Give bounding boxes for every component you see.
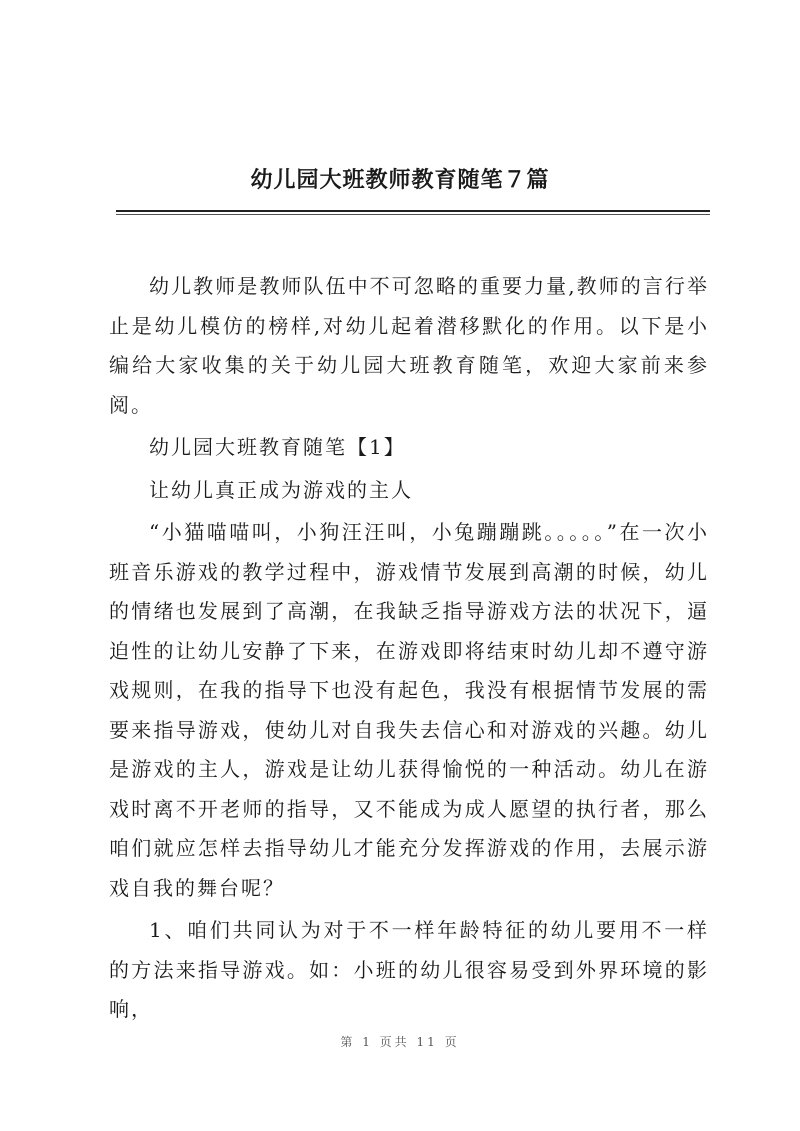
- title-underline: [116, 210, 710, 212]
- essay-title: 让幼儿真正成为游戏的主人: [149, 477, 413, 502]
- document-title: 幼儿园大班教师教育随笔７篇: [250, 168, 550, 193]
- section-heading: 幼儿园大班教育随笔【1】: [149, 435, 406, 459]
- document-body: [109, 267, 709, 1030]
- body-paragraph: “小猫喵喵叫，小狗汪汪叫，小兔蹦蹦跳。。。。。”在一次小班音乐游戏的教学过程中，游戏情节发展到高潮的时候，幼儿的情绪也发展到了高潮，在我缺乏指导游戏方法的状况下，逼迫性的让幼儿安静了下来，在游戏即将结束时幼儿却不遵守游戏规则，在我的指导下也没有起色，我没有根据情节发展的需要来指导游戏，使幼儿对自我失去信心和对游戏的兴趣。幼儿是游戏的主人，游戏是让幼儿获得愉悦的一种活动。幼儿在游戏时离不开老师的指导，又不能成为成人愿望的执行者，那么咱们就应怎样去指导幼儿才能充分发挥游戏的作用，去展示游戏自我的舞台呢？: [109, 520, 709, 900]
- title-underline-thin: [116, 214, 710, 215]
- numbered-paragraph: 1、咱们共同认为对于不一样年龄特征的幼儿要用不一样的方法来指导游戏。如：小班的幼儿很容易受到外界环境的影响，: [109, 918, 709, 1021]
- intro-paragraph: 幼儿教师是教师队伍中不可忽略的重要力量,教师的言行举止是幼儿模仿的榜样,对幼儿起着潜移默化的作用。以下是小编给大家收集的关于幼儿园大班教育随笔，欢迎大家前来参阅。: [109, 274, 709, 417]
- page-number-footer: 第 1 页共 11 页: [340, 1035, 460, 1049]
